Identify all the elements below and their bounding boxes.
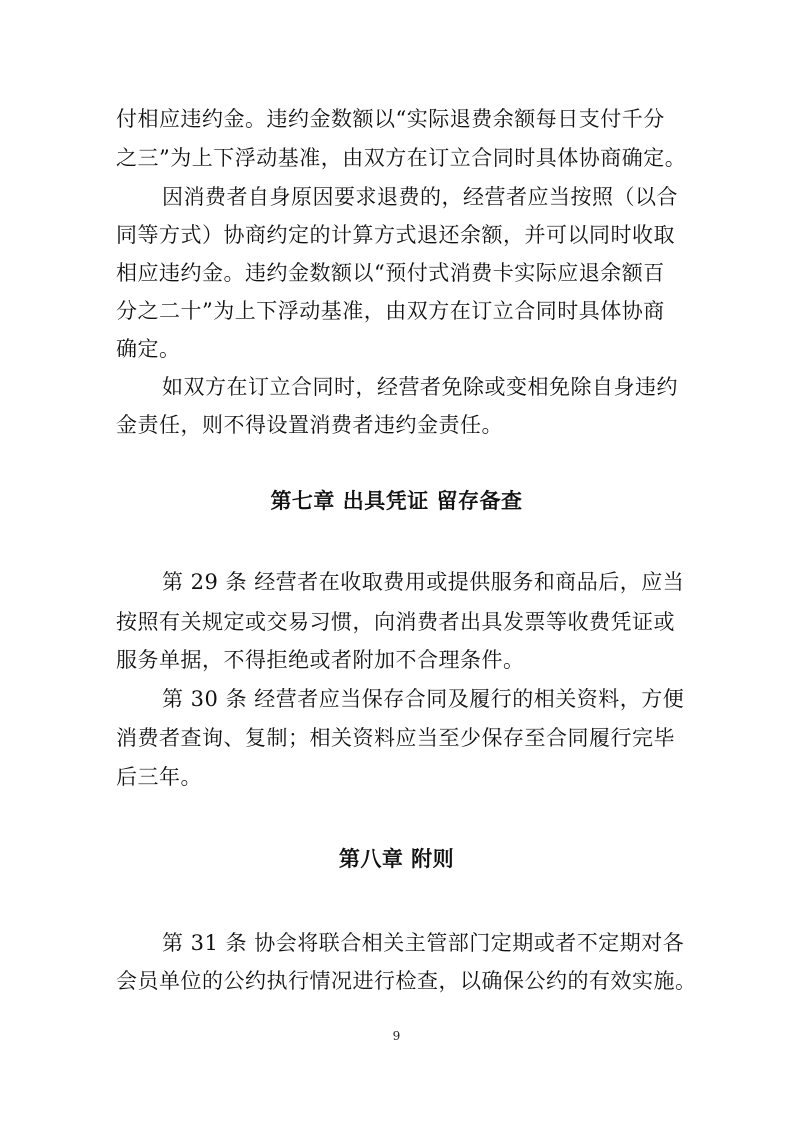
paragraph-line: 付相应违约金。违约金数额以“实际退费余额每日支付千分 [116,107,665,131]
article-line: 消费者查询、复制；相关资料应当至少保存至合同履行完毕 [116,726,675,750]
chapter-heading: 第八章 附则 [338,847,455,871]
page-number: 9 [392,1029,401,1043]
article-line: 第 30 条 经营者应当保存合同及履行的相关资料，方便 [162,687,685,711]
article-line: 第 31 条 协会将联合相关主管部门定期或者不定期对各 [162,931,685,955]
paragraph-line: 确定。 [116,337,181,361]
article-line: 按照有关规定或交易习惯，向消费者出具发票等收费凭证或 [116,610,675,634]
paragraph-line: 分之二十”为上下浮动基准，由双方在订立合同时具体协商 [116,299,665,323]
paragraph-line: 之三”为上下浮动基准，由双方在订立合同时具体协商确定。 [116,146,687,170]
paragraph-line: 如双方在订立合同时，经营者免除或变相免除自身违约 [162,375,678,399]
chapter-heading: 第七章 出具凭证 留存备查 [270,489,523,513]
article-line: 第 29 条 经营者在收取费用或提供服务和商品后，应当 [162,570,685,594]
article-line: 服务单据，不得拒绝或者附加不合理条件。 [116,648,525,672]
article-line: 会员单位的公约执行情况进行检查，以确保公约的有效实施。 [116,969,697,993]
paragraph-line: 金责任，则不得设置消费者违约金责任。 [116,413,503,437]
article-line: 后三年。 [116,765,202,789]
paragraph-line: 因消费者自身原因要求退费的，经营者应当按照（以合 [162,185,678,209]
paragraph-line: 同等方式）协商约定的计算方式退还余额，并可以同时收取 [116,223,675,247]
paragraph-line: 相应违约金。违约金数额以“预付式消费卡实际应退余额百 [116,261,665,285]
